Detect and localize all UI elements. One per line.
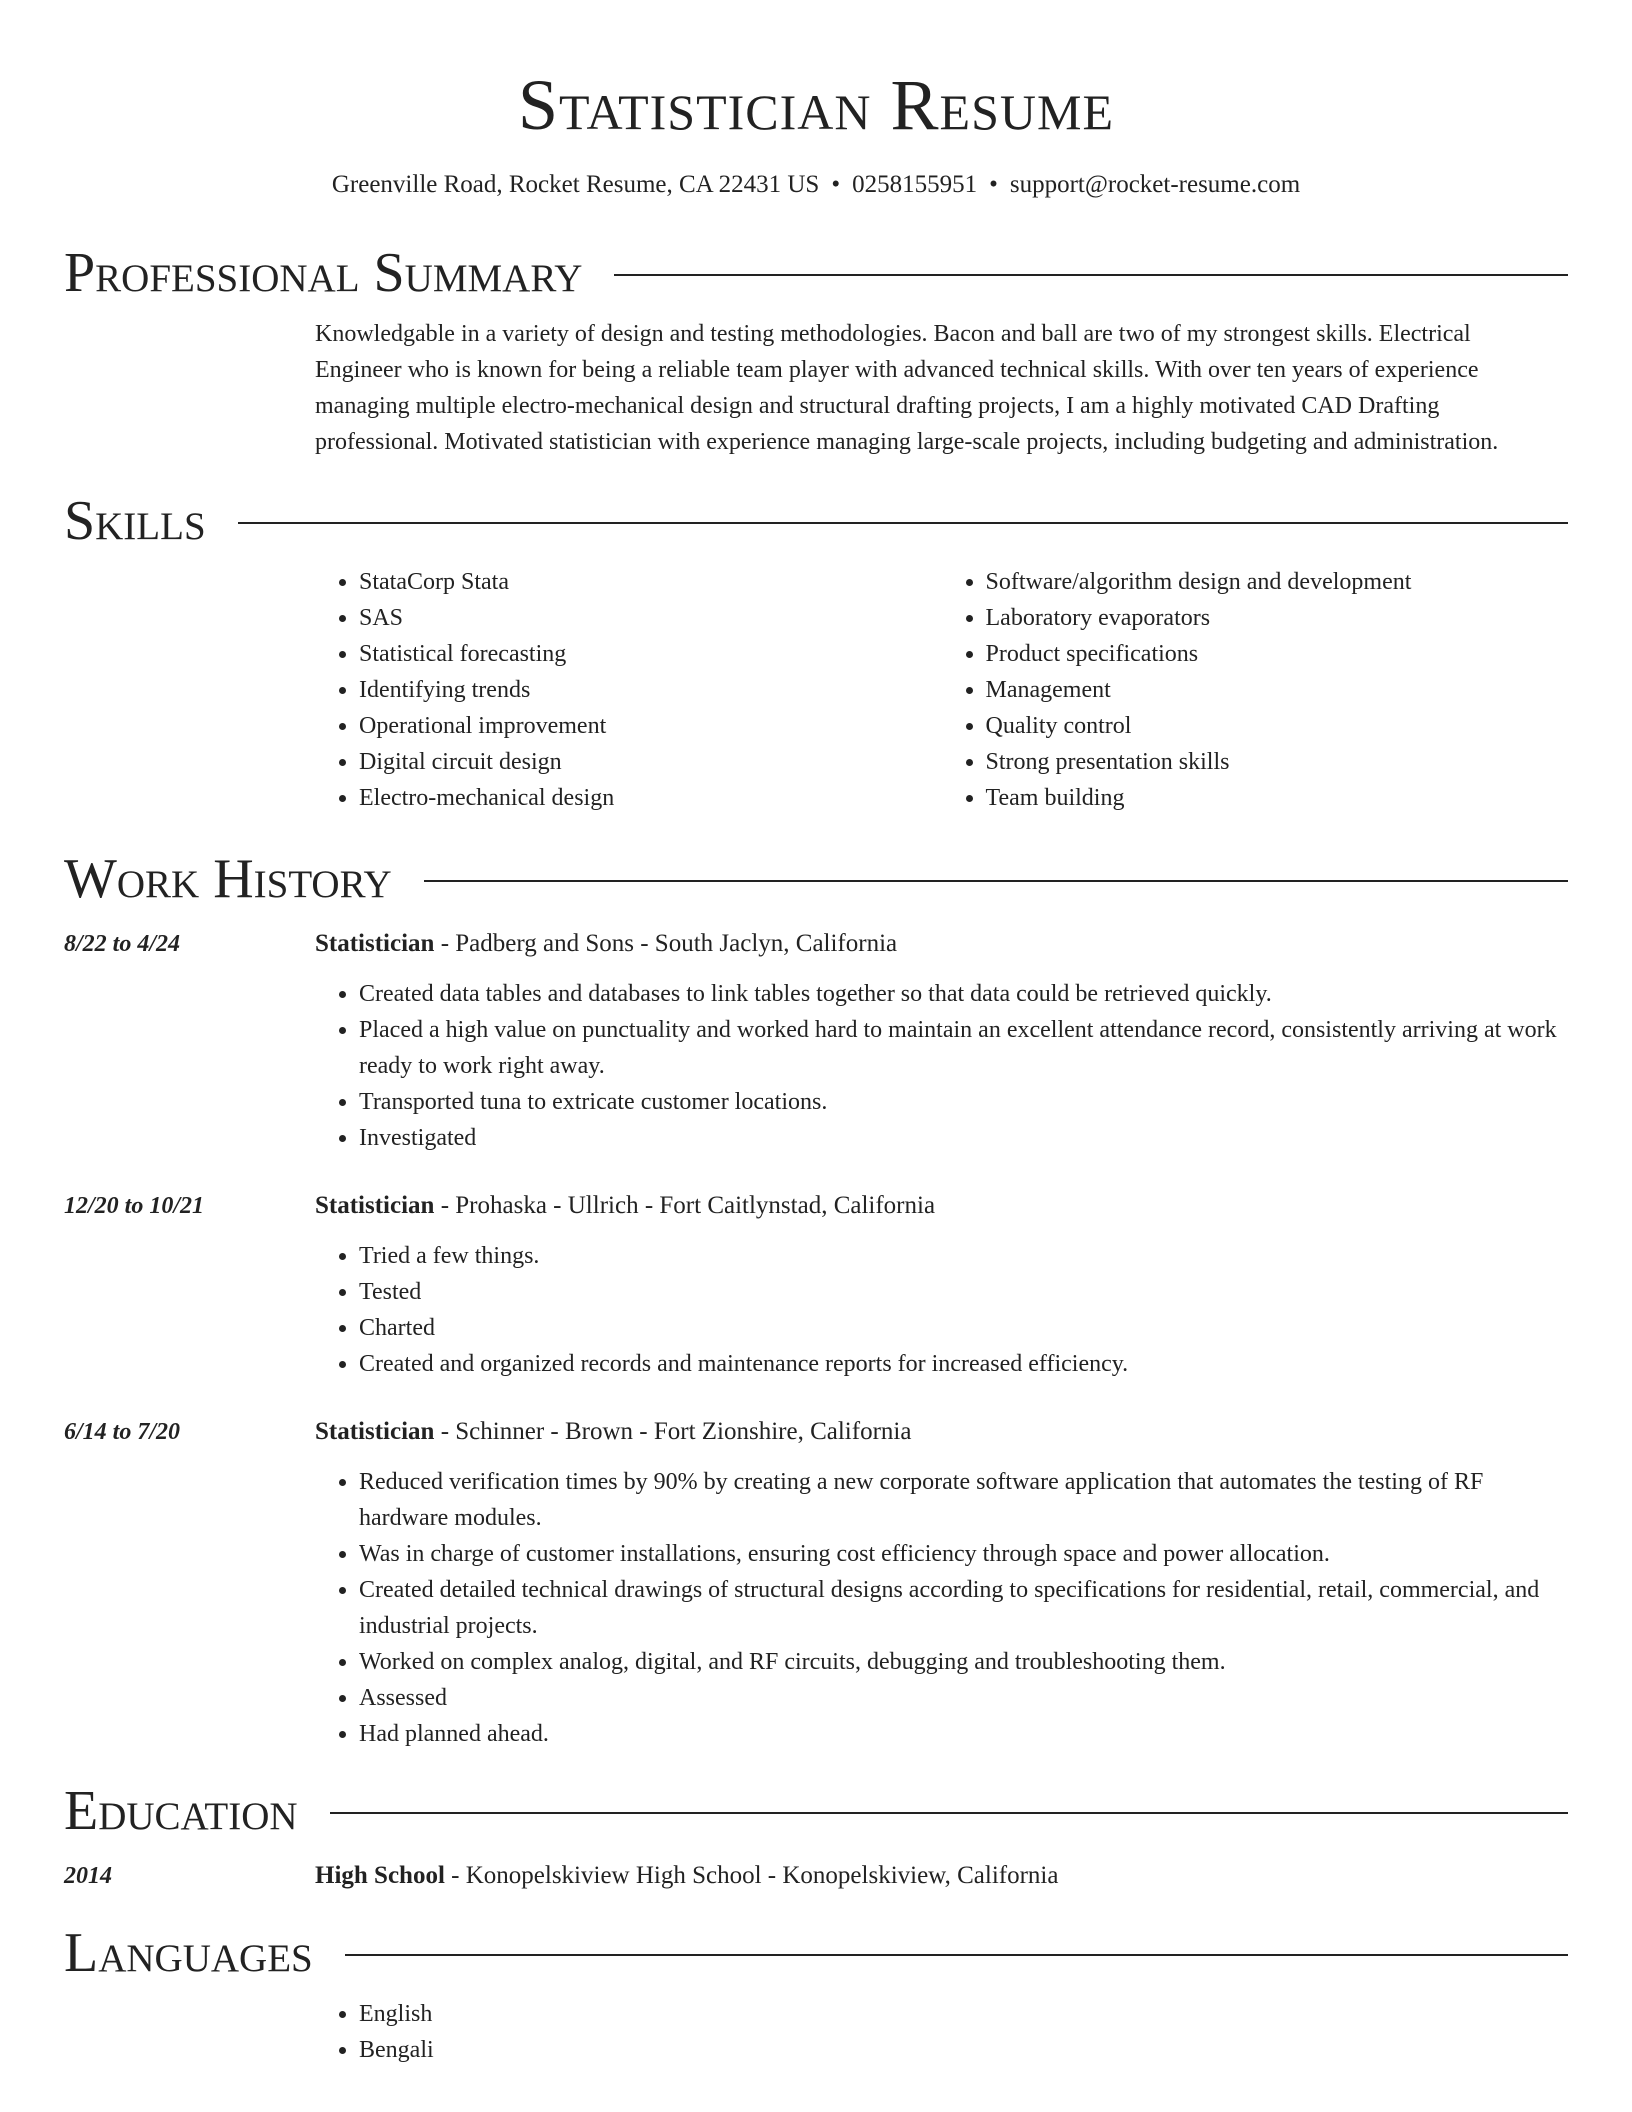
education-degree: High School	[315, 1862, 445, 1889]
section-divider	[330, 1812, 1568, 1814]
job-bullet: • Created and organized records and maintenance reports for increased efficiency.	[359, 1346, 1568, 1382]
skill-item: • Quality control	[986, 708, 1569, 744]
contact-line	[64, 168, 1568, 202]
job-role: Statistician	[315, 1418, 435, 1445]
job-employer: - Padberg and Sons - South Jaclyn, California	[434, 930, 898, 957]
skill-item: • Identifying trends	[359, 672, 942, 708]
summary-section-title: Professional Summary	[64, 242, 583, 304]
job-title-line	[315, 1188, 1568, 1224]
section-divider	[238, 522, 1568, 524]
contact-address: Greenville Road, Rocket Resume, CA 22431 US	[331, 171, 820, 198]
job-entry	[64, 1414, 1568, 1752]
job-bullet: • Created data tables and databases to link tables together so that data could be retrieved quickly.	[359, 976, 1568, 1012]
job-bullet: • Charted	[359, 1310, 1568, 1346]
languages-block	[315, 1996, 1568, 2068]
education-year: 2014	[64, 1863, 112, 1889]
job-bullet: • Was in charge of customer installations, ensuring cost efficiency through space and power allocation.	[359, 1536, 1568, 1572]
job-role: Statistician	[315, 930, 435, 957]
job-bullets	[315, 1238, 1568, 1382]
skill-item: • Statistical forecasting	[359, 636, 942, 672]
skill-item: • Strong presentation skills	[986, 744, 1569, 780]
skill-item: • Team building	[986, 780, 1569, 816]
section-divider	[345, 1954, 1568, 1956]
job-entry	[64, 1188, 1568, 1382]
summary-section-header	[64, 240, 1568, 306]
section-divider	[614, 274, 1568, 276]
skill-item: • Electro-mechanical design	[359, 780, 942, 816]
education-title-line	[315, 1858, 1568, 1894]
skills-section-title: Skills	[64, 490, 206, 552]
languages-section-header	[64, 1920, 1568, 1986]
education-entry	[64, 1858, 1568, 1894]
job-bullet: • Created detailed technical drawings of structural designs according to specifications for residential, retail, commercial, and industrial projects.	[359, 1572, 1568, 1644]
job-details	[315, 926, 1568, 1156]
job-bullet: • Worked on complex analog, digital, and RF circuits, debugging and troubleshooting them.	[359, 1644, 1568, 1680]
job-bullet: • Assessed	[359, 1680, 1568, 1716]
job-title-line	[315, 1414, 1568, 1450]
job-bullet: • Tried a few things.	[359, 1238, 1568, 1274]
education-section-title: Education	[64, 1780, 298, 1842]
education-details	[315, 1858, 1568, 1894]
languages-section-title: Languages	[64, 1922, 313, 1984]
education-school: - Konopelskiview High School - Konopelskiview, California	[444, 1862, 1059, 1889]
skill-item: • Management	[986, 672, 1569, 708]
language-item: • English	[359, 1996, 1568, 2032]
skill-item: • SAS	[359, 600, 942, 636]
languages-list	[315, 1996, 1568, 2068]
job-bullets	[315, 976, 1568, 1156]
skill-item: • Product specifications	[986, 636, 1569, 672]
summary-text: Knowledgable in a variety of design and testing methodologies. Bacon and ball are two of my strongest skills. Electrical Engineer who is known for being a reliable team player with advanced technical skills. With over ten years of experience managing multiple electro-mechanical design and structural drafting projects, I am a highly motivated CAD Drafting professional. Motivated statistician with experience managing large-scale projects, including budgeting and administration.	[315, 321, 1499, 455]
job-details	[315, 1188, 1568, 1382]
job-dates: 8/22 to 4/24	[64, 931, 181, 957]
job-bullet: • Investigated	[359, 1120, 1568, 1156]
skill-item: • Digital circuit design	[359, 744, 942, 780]
contact-phone: 0258155951	[852, 171, 978, 198]
job-employer: - Schinner - Brown - Fort Zionshire, California	[434, 1418, 912, 1445]
skills-block	[315, 564, 1568, 816]
job-bullet: • Placed a high value on punctuality and worked hard to maintain an excellent attendance record, consistently arriving at work ready to work right away.	[359, 1012, 1568, 1084]
contact-email: support@rocket-resume.com	[1009, 171, 1301, 198]
job-role: Statistician	[315, 1192, 435, 1219]
job-employer: - Prohaska - Ullrich - Fort Caitlynstad, California	[434, 1192, 936, 1219]
skills-section-header	[64, 488, 1568, 554]
skill-item: • Laboratory evaporators	[986, 600, 1569, 636]
job-details	[315, 1414, 1568, 1752]
summary-block	[315, 316, 1568, 460]
section-divider	[424, 880, 1568, 882]
contact-separator: •	[989, 171, 998, 198]
job-bullets	[315, 1464, 1568, 1752]
skills-column-right	[942, 564, 1569, 816]
contact-separator: •	[831, 171, 841, 198]
education-section-header	[64, 1778, 1568, 1844]
job-dates: 6/14 to 7/20	[64, 1419, 181, 1445]
job-title-line	[315, 926, 1568, 962]
job-bullet: • Reduced verification times by 90% by creating a new corporate software application that automates the testing of RF hardware modules.	[359, 1464, 1568, 1536]
language-item: • Bengali	[359, 2032, 1568, 2068]
skills-column-left	[315, 564, 942, 816]
skills-list-right	[942, 564, 1569, 816]
job-entry	[64, 926, 1568, 1156]
job-dates: 12/20 to 10/21	[64, 1193, 205, 1219]
job-bullet: • Had planned ahead.	[359, 1716, 1568, 1752]
skill-item: • Software/algorithm design and development	[986, 564, 1569, 600]
work-section-header	[64, 846, 1568, 912]
skill-item: • Operational improvement	[359, 708, 942, 744]
job-bullet: • Transported tuna to extricate customer locations.	[359, 1084, 1568, 1120]
skill-item: • StataCorp Stata	[359, 564, 942, 600]
skills-grid	[315, 564, 1568, 816]
resume-name: Statistician Resume	[517, 65, 1115, 145]
skills-list-left	[315, 564, 942, 816]
job-bullet: • Tested	[359, 1274, 1568, 1310]
work-section-title: Work History	[64, 848, 392, 910]
